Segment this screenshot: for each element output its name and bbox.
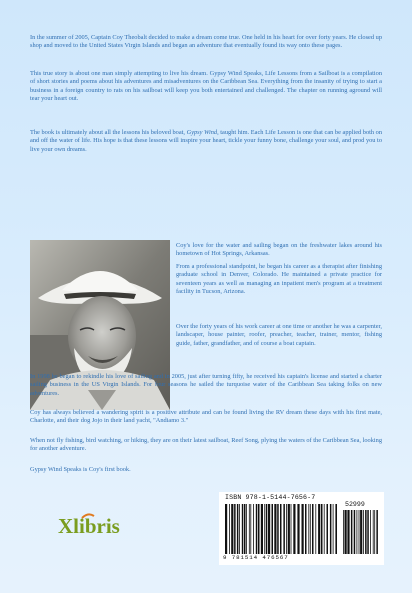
bio-paragraph-1: Coy's love for the water and sailing began on the freshwater lakes around his hometown of Hot Springs, Arkansas. bbox=[176, 242, 382, 258]
xlibris-logo-text: Xlibris bbox=[58, 514, 120, 538]
xlibris-logo-mark bbox=[58, 512, 138, 540]
isbn-number: ISBN 978-1-5144-7656-7 bbox=[225, 494, 316, 501]
rv-paragraph: Coy has always believed a wandering spirit is a positive attribute and can be found living the RV dream these days with his first mate, Charlotte, and their dog Jojo in their land yacht, "Andiamo 3." bbox=[30, 409, 382, 425]
boat-paragraph-before: The book is ultimately about all the lessons his beloved boat, bbox=[30, 129, 187, 136]
boat-paragraph bbox=[30, 129, 382, 154]
price-code: 52999 bbox=[345, 501, 365, 508]
price-barcode-bars bbox=[343, 510, 379, 554]
intro-paragraph-1: In the summer of 2005, Captain Coy Theobalt decided to make a dream come true. One held in his heart for over forty years. He closed up shop and moved to the United States Virgin Islands and began an adventure that eventually found its way onto these pages. bbox=[30, 34, 382, 50]
isbn-barcode bbox=[219, 492, 384, 565]
ean-digits: 9 781514 476567 bbox=[223, 554, 289, 561]
intro-paragraph-2: This true story is about one man simply attempting to live his dream. Gypsy Wind Speaks, Life Lessons from a Sailboat is a compilation of short stories and poems about his adventures and misadventures on the Caribbean Sea. Everything from the insanity of trying to start a business in a foreign country to rats on his sailboat will keep you both entertained and challenged. The chapter on running aground will tear your heart out. bbox=[30, 70, 382, 102]
sailboat-paragraph: When not fly fishing, bird watching, or hiking, they are on their latest sailboat, Reef Song, plying the waters of the Caribbean Sea, looking for another adventure. bbox=[30, 437, 382, 453]
sailing-paragraph: In 1998 he began to rekindle his love of sailing and in 2005, just after turning fifty, he received his captain's license and started a charter sailing business in the US Virgin Islands. For four seasons he sailed the turquoise water of the Caribbean Sea taking folks on new adventures. bbox=[30, 373, 382, 397]
bio-paragraph-2: From a professional standpoint, he began his career as a therapist after finishing graduate school in Denver, Colorado. He maintained a private practice for seventeen years as well as managing an inpatient men's program at a treatment facility in Tucson, Arizona. bbox=[176, 263, 382, 295]
ean-barcode-bars bbox=[225, 504, 337, 554]
xlibris-logo bbox=[58, 512, 138, 545]
first-book-line: Gypsy Wind Speaks is Coy's first book. bbox=[30, 466, 131, 473]
bio-paragraph-3: Over the forty years of his work career at one time or another he was a carpenter, landscaper, house painter, roofer, preacher, teacher, trainer, mentor, fishing guide, father, grandfather, and of course a boat captain. bbox=[176, 323, 382, 347]
boat-paragraph-after: , taught him. Each Life Lesson is one that can be applied both on and off the water of life. His hope is that these lessons will inspire your heart, tickle your funny bone, challenge your soul, and prod you to live your own dreams. bbox=[30, 129, 382, 153]
boat-name: Gypsy Wind bbox=[186, 129, 218, 136]
